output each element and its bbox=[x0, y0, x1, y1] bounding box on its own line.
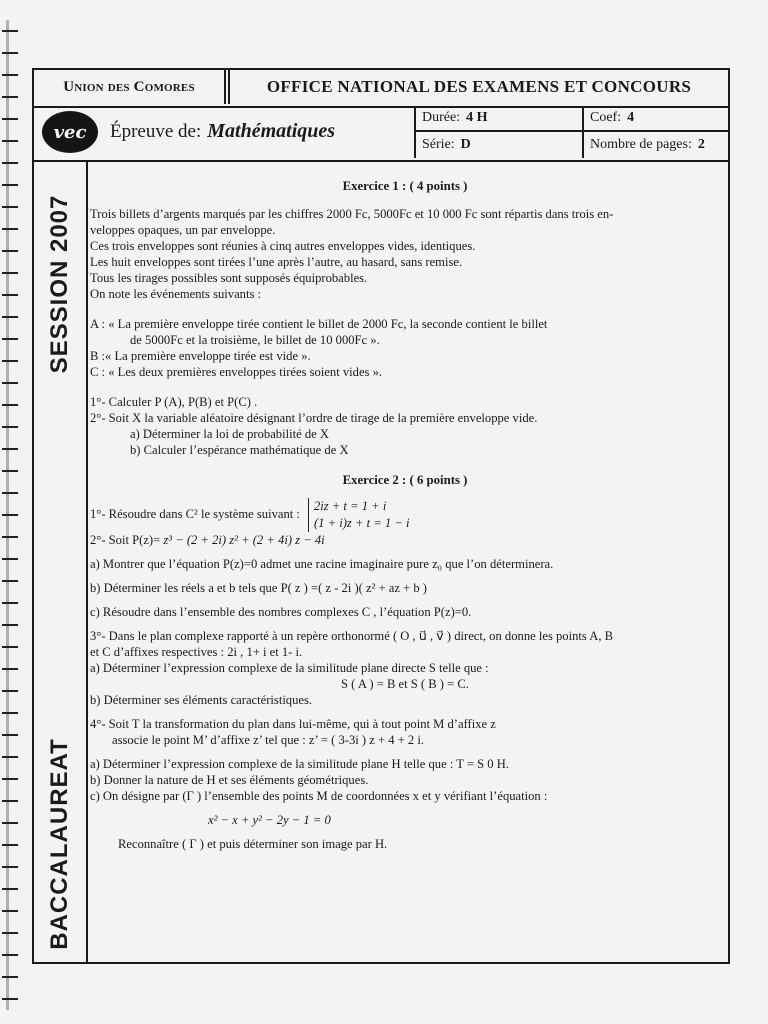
serie-value: D bbox=[460, 137, 471, 152]
binding-ring bbox=[2, 426, 18, 428]
binding-ring bbox=[2, 668, 18, 670]
coef-value: 4 bbox=[627, 110, 635, 125]
ex2-question-3a-eq: S ( A ) = B et S ( B ) = C. bbox=[341, 677, 469, 691]
binding-ring bbox=[2, 206, 18, 208]
binding-ring bbox=[2, 536, 18, 538]
exam-content bbox=[90, 162, 720, 956]
binding-ring bbox=[2, 976, 18, 978]
ex2-question-4c: c) On désigne par (Γ ) l’ensemble des points M de coordonnées x et y vérifiant l’équation : bbox=[90, 789, 548, 803]
ex1-question-1: 1°- Calculer P (A), P(B) et P(C) . bbox=[90, 395, 258, 409]
binding-ring bbox=[2, 228, 18, 230]
ex2-question-3b: b) Déterminer ses éléments caractéristiques. bbox=[90, 693, 313, 707]
subject-name: Mathématiques bbox=[207, 120, 336, 142]
ex2-q2-text: 2°- Soit P(z)= bbox=[90, 533, 161, 547]
ex1-intro-line: Ces trois enveloppes sont réunies à cinq autres enveloppes vides, identiques. bbox=[90, 239, 476, 253]
epreuve-label: Épreuve de: bbox=[110, 121, 202, 142]
binding-ring bbox=[2, 800, 18, 802]
ex2-question-4b: b) Donner la nature de H et ses éléments géométriques. bbox=[90, 773, 369, 787]
exam-label: BACCALAUREAT bbox=[46, 738, 73, 950]
event-a: A : « La première enveloppe tirée contient le billet de 2000 Fc, la seconde contient le billet bbox=[90, 317, 548, 331]
binding-ring bbox=[2, 162, 18, 164]
coef-cell bbox=[584, 106, 728, 132]
ex1-question-2a: a) Déterminer la loi de probabilité de X bbox=[130, 427, 329, 441]
binding-ring bbox=[2, 52, 18, 54]
serie-cell bbox=[416, 132, 584, 158]
binding-ring bbox=[2, 558, 18, 560]
binding-ring bbox=[2, 778, 18, 780]
binding-ring bbox=[2, 96, 18, 98]
country-name: Union des Comores bbox=[34, 70, 226, 104]
exam-frame bbox=[32, 68, 730, 964]
binding-ring bbox=[2, 316, 18, 318]
ex1-intro-line: Les huit enveloppes sont tirées l’une après l’autre, au hasard, sans remise. bbox=[90, 255, 463, 269]
ex1-question-2: 2°- Soit X la variable aléatoire désignant l’ordre de tirage de la première enveloppe vide. bbox=[90, 411, 538, 425]
ex2-question-3a: a) Déterminer l’expression complexe de la similitude plane directe S telle que : bbox=[90, 661, 489, 675]
ex1-intro-line: Tous les tirages possibles sont supposés équiprobables. bbox=[90, 271, 368, 285]
ex2-question-4-cont: associe le point M’ d’affixe z’ tel que : z’ = ( 3-3i ) z + 4 + 2 i. bbox=[112, 733, 425, 747]
binding-ring bbox=[2, 844, 18, 846]
exercise2-title: Exercice 2 : ( 6 points ) bbox=[342, 473, 468, 487]
ex2-question-3-cont: et C d’affixes respectives : 2i , 1+ i et 1- i. bbox=[90, 645, 303, 659]
ex2-question-2a: a) Montrer que l’équation P(z)=0 admet une racine imaginaire pure z₀ que l’on déterminera. bbox=[90, 557, 554, 571]
ex2-question-2b: b) Déterminer les réels a et b tels que P( z ) =( z - 2i )( z² + az + b ) bbox=[90, 581, 427, 595]
binding-ring bbox=[2, 492, 18, 494]
binding-ring bbox=[2, 360, 18, 362]
pages-cell bbox=[584, 132, 728, 158]
ex2-q1-text: 1°- Résoudre dans C² le système suivant : bbox=[90, 506, 300, 521]
system-eq-2: (1 + i)z + t = 1 − i bbox=[313, 516, 410, 530]
binding-ring bbox=[2, 514, 18, 516]
binding-ring bbox=[2, 690, 18, 692]
binding-ring bbox=[2, 646, 18, 648]
ex2-question-4a: a) Déterminer l’expression complexe de la similitude plane H telle que : T = S 0 H. bbox=[90, 757, 509, 771]
ex2-question-3: 3°- Dans le plan complexe rapporté à un repère orthonormé ( O , u⃗ , v⃗ ) direct, on donne les points A, B bbox=[90, 629, 614, 643]
event-b: B :« La première enveloppe tirée est vide ». bbox=[90, 349, 311, 363]
spiral-binding bbox=[0, 0, 24, 1024]
binding-ring bbox=[2, 580, 18, 582]
binding-ring bbox=[2, 382, 18, 384]
binding-ring bbox=[2, 734, 18, 736]
exam-info-grid bbox=[414, 106, 728, 158]
binding-ring bbox=[2, 954, 18, 956]
binding-ring bbox=[2, 272, 18, 274]
event-a-cont: de 5000Fc et la troisième, le billet de 10 000Fc ». bbox=[130, 333, 380, 347]
ex1-intro-line: veloppes opaques, un par enveloppe. bbox=[90, 223, 276, 237]
ex1-question-2b: b) Calculer l’espérance mathématique de X bbox=[130, 443, 349, 457]
epreuve-title bbox=[110, 120, 335, 143]
binding-ring bbox=[2, 624, 18, 626]
binding-ring bbox=[2, 756, 18, 758]
binding-ring bbox=[2, 118, 18, 120]
pages-label: Nombre de pages: bbox=[590, 137, 692, 152]
event-c: C : « Les deux premières enveloppes tirées soient vides ». bbox=[90, 365, 383, 379]
duree-label: Durée: bbox=[422, 110, 461, 125]
ex1-intro-line: On note les événements suivants : bbox=[90, 287, 262, 301]
binding-ring bbox=[2, 602, 18, 604]
binding-ring bbox=[2, 932, 18, 934]
binding-ring bbox=[2, 866, 18, 868]
ex1-intro-line: Trois billets d’argents marqués par les chiffres 2000 Fc, 5000Fc et 10 000 Fc sont répartis dans trois en- bbox=[90, 207, 614, 221]
binding-ring bbox=[2, 404, 18, 406]
binding-ring bbox=[2, 338, 18, 340]
equation-system bbox=[308, 498, 410, 532]
office-logo: vec bbox=[42, 111, 98, 153]
exercise1-title: Exercice 1 : ( 4 points ) bbox=[342, 179, 468, 193]
binding-ring bbox=[2, 712, 18, 714]
binding-ring bbox=[2, 250, 18, 252]
binding-ring bbox=[2, 998, 18, 1000]
serie-label: Série: bbox=[422, 137, 455, 152]
office-name: OFFICE NATIONAL DES EXAMENS ET CONCOURS bbox=[228, 70, 728, 104]
header-row-bottom bbox=[34, 106, 728, 162]
header-row-top bbox=[34, 70, 728, 108]
binding-ring bbox=[2, 184, 18, 186]
ex2-question-4c-end: Reconnaître ( Γ ) et puis déterminer son image par H. bbox=[118, 837, 388, 851]
side-banner bbox=[34, 160, 88, 962]
ex2-question-2c: c) Résoudre dans l’ensemble des nombres complexes C , l’équation P(z)=0. bbox=[90, 605, 472, 619]
pages-value: 2 bbox=[697, 137, 705, 152]
binding-ring bbox=[2, 294, 18, 296]
session-label: SESSION 2007 bbox=[46, 194, 73, 374]
ex2-question-1 bbox=[90, 498, 720, 532]
duree-value: 4 H bbox=[466, 110, 488, 125]
ex2-question-4: 4°- Soit T la transformation du plan dans lui-même, qui à tout point M d’affixe z bbox=[90, 717, 496, 731]
binding-ring bbox=[2, 74, 18, 76]
binding-ring bbox=[2, 888, 18, 890]
duree-cell bbox=[416, 106, 584, 132]
binding-ring bbox=[2, 448, 18, 450]
circle-equation: x² − x + y² − 2y − 1 = 0 bbox=[208, 813, 331, 827]
binding-ring bbox=[2, 470, 18, 472]
coef-label: Coef: bbox=[590, 110, 622, 125]
binding-ring bbox=[2, 822, 18, 824]
binding-ring bbox=[2, 910, 18, 912]
system-eq-1: 2iz + t = 1 + i bbox=[313, 499, 387, 513]
ex2-question-2 bbox=[90, 532, 720, 548]
binding-ring bbox=[2, 30, 18, 32]
polynomial: z³ − (2 + 2i) z² + (2 + 4i) z − 4i bbox=[163, 533, 325, 547]
binding-ring bbox=[2, 140, 18, 142]
